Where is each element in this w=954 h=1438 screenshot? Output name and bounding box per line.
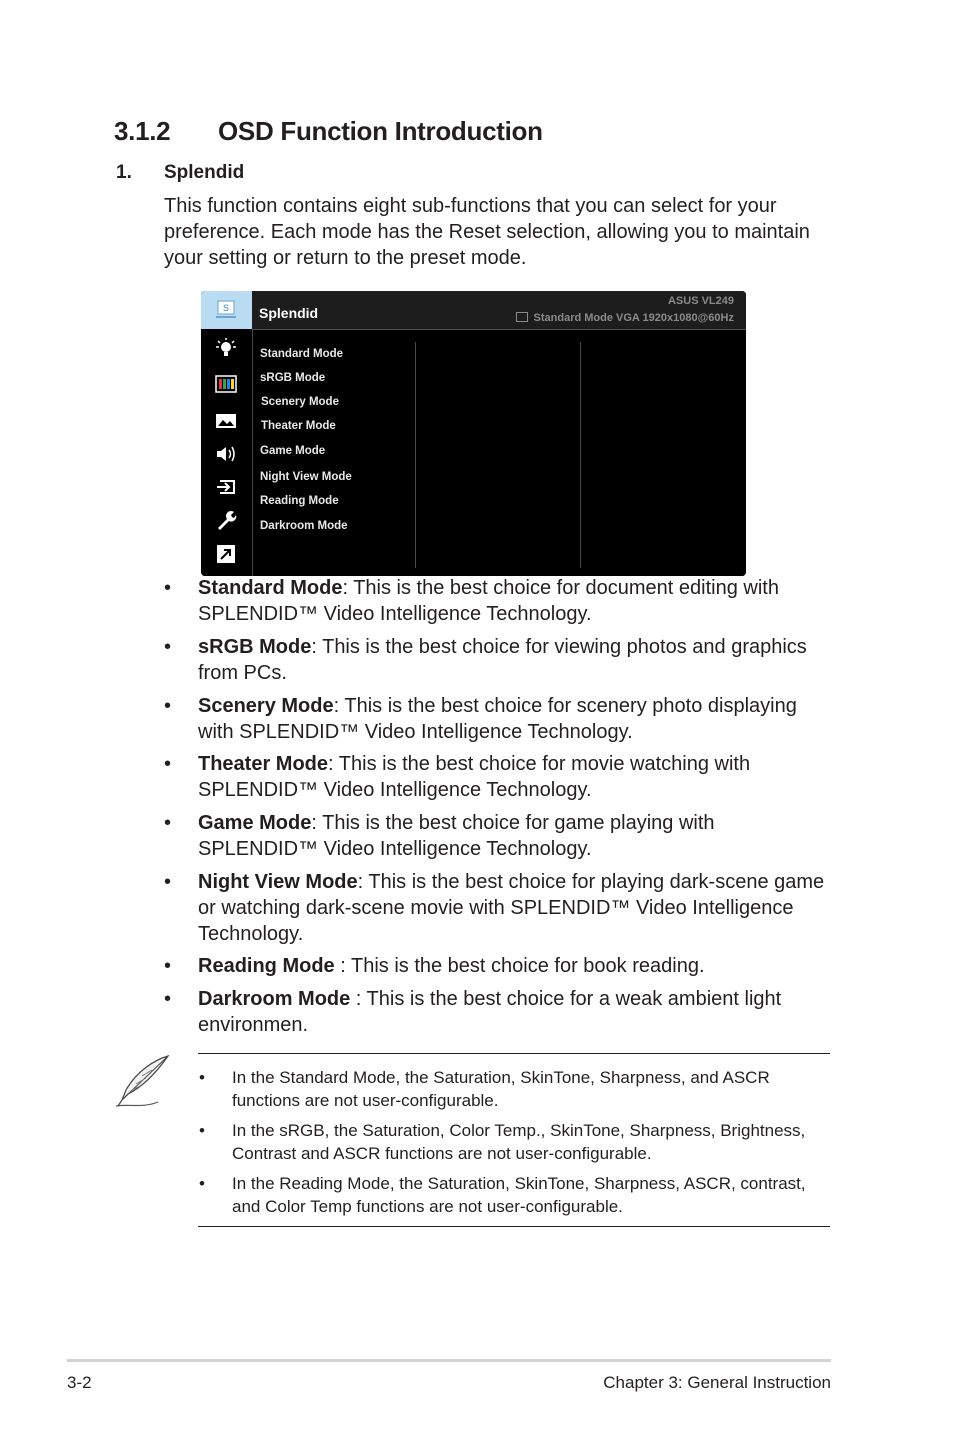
bullet-term: Scenery Mode bbox=[198, 695, 334, 717]
input-select-icon bbox=[215, 477, 237, 497]
monitor-icon bbox=[516, 312, 528, 322]
speaker-icon bbox=[215, 444, 237, 464]
color-bars-icon bbox=[215, 374, 237, 394]
note-text: In the Standard Mode, the Saturation, SkinTone, Sharpness, and ASCR functions are not user-configurable. bbox=[232, 1068, 770, 1110]
bullet-desc: : This is the best choice for book reading. bbox=[334, 955, 705, 977]
bullet-desc: : This is the best choice for movie watching with SPLENDID™ Video Intelligence Technology. bbox=[198, 753, 751, 801]
osd-mode-item[interactable]: Game Mode bbox=[260, 445, 326, 457]
intro-paragraph: This function contains eight sub-functions that you can select for your preference. Each mode has the Reset selection, allowing you to maintain your setting or return to the preset mode. bbox=[164, 195, 810, 269]
wrench-icon bbox=[215, 510, 237, 530]
bullet-term: Darkroom Mode bbox=[198, 988, 351, 1010]
bullet-term: Standard Mode bbox=[198, 577, 343, 599]
osd-body bbox=[252, 330, 746, 576]
note-top-rule bbox=[198, 1053, 830, 1054]
osd-column-divider bbox=[580, 342, 581, 568]
osd-mode-item[interactable]: Darkroom Mode bbox=[260, 520, 348, 532]
bullet-term: Theater Mode bbox=[198, 753, 329, 775]
osd-status-text: Standard Mode VGA 1920x1080@60Hz bbox=[533, 312, 734, 324]
bullet-desc: : This is the best choice for a weak ambient light environmen. bbox=[198, 988, 782, 1036]
bulb-icon bbox=[215, 338, 237, 358]
svg-text:S: S bbox=[222, 303, 230, 313]
bullet-desc: : This is the best choice for document editing with SPLENDID™ Video Intelligence Technology. bbox=[198, 577, 779, 625]
osd-mode-item[interactable]: sRGB Mode bbox=[260, 372, 326, 384]
osd-mode-item[interactable]: Scenery Mode bbox=[261, 396, 339, 408]
note-bottom-rule bbox=[198, 1226, 830, 1227]
quill-pen-icon bbox=[114, 1054, 172, 1110]
section-number: 3.1.2 bbox=[114, 116, 171, 146]
subsection-number: 1. bbox=[116, 162, 132, 183]
bullet-term: Reading Mode bbox=[198, 955, 335, 977]
page-number: 3-2 bbox=[67, 1373, 92, 1392]
bullet-desc: : This is the best choice for viewing photos and graphics from PCs. bbox=[198, 636, 807, 684]
image-icon bbox=[215, 411, 237, 431]
bullet-desc: : This is the best choice for game playing with SPLENDID™ Video Intelligence Technology. bbox=[198, 812, 715, 860]
bullet-term: sRGB Mode bbox=[198, 636, 312, 658]
subsection-title: Splendid bbox=[164, 162, 245, 183]
splendid-icon bbox=[215, 300, 237, 320]
bullet-desc: : This is the best choice for scenery photo displaying with SPLENDID™ Video Intelligence Technology. bbox=[198, 695, 797, 743]
osd-mode-item[interactable]: Standard Mode bbox=[260, 348, 344, 360]
note-text: In the Reading Mode, the Saturation, SkinTone, Sharpness, ASCR, contrast, and Color Temp functions are not user-configurable. bbox=[232, 1174, 806, 1216]
shortcut-arrow-icon bbox=[215, 544, 237, 564]
bullet-desc: : This is the best choice for playing dark-scene game or watching dark-scene movie with SPLENDID™ Video Intelligence Technology. bbox=[198, 871, 825, 945]
osd-mode-item[interactable]: Reading Mode bbox=[260, 495, 339, 507]
section-title: OSD Function Introduction bbox=[218, 116, 543, 146]
osd-column-divider bbox=[415, 342, 416, 568]
osd-title: Splendid bbox=[259, 305, 319, 321]
subsection-heading bbox=[116, 162, 244, 184]
bullet-term: Game Mode bbox=[198, 812, 312, 834]
osd-menu-screenshot bbox=[201, 291, 746, 576]
bullet-term: Night View Mode bbox=[198, 871, 358, 893]
note-text: In the sRGB, the Saturation, Color Temp., SkinTone, Sharpness, Brightness, Contrast and ASCR functions are not user-configurable. bbox=[232, 1121, 806, 1163]
osd-model: ASUS VL249 bbox=[667, 295, 734, 307]
osd-sidebar bbox=[201, 291, 252, 576]
osd-mode-item[interactable]: Night View Mode bbox=[260, 471, 352, 483]
footer-rule bbox=[67, 1359, 831, 1362]
section-heading bbox=[114, 116, 543, 147]
chapter-label: Chapter 3: General Instruction bbox=[603, 1373, 831, 1392]
osd-status bbox=[516, 312, 734, 324]
osd-header bbox=[252, 291, 746, 330]
osd-mode-item[interactable]: Theater Mode bbox=[261, 420, 336, 432]
